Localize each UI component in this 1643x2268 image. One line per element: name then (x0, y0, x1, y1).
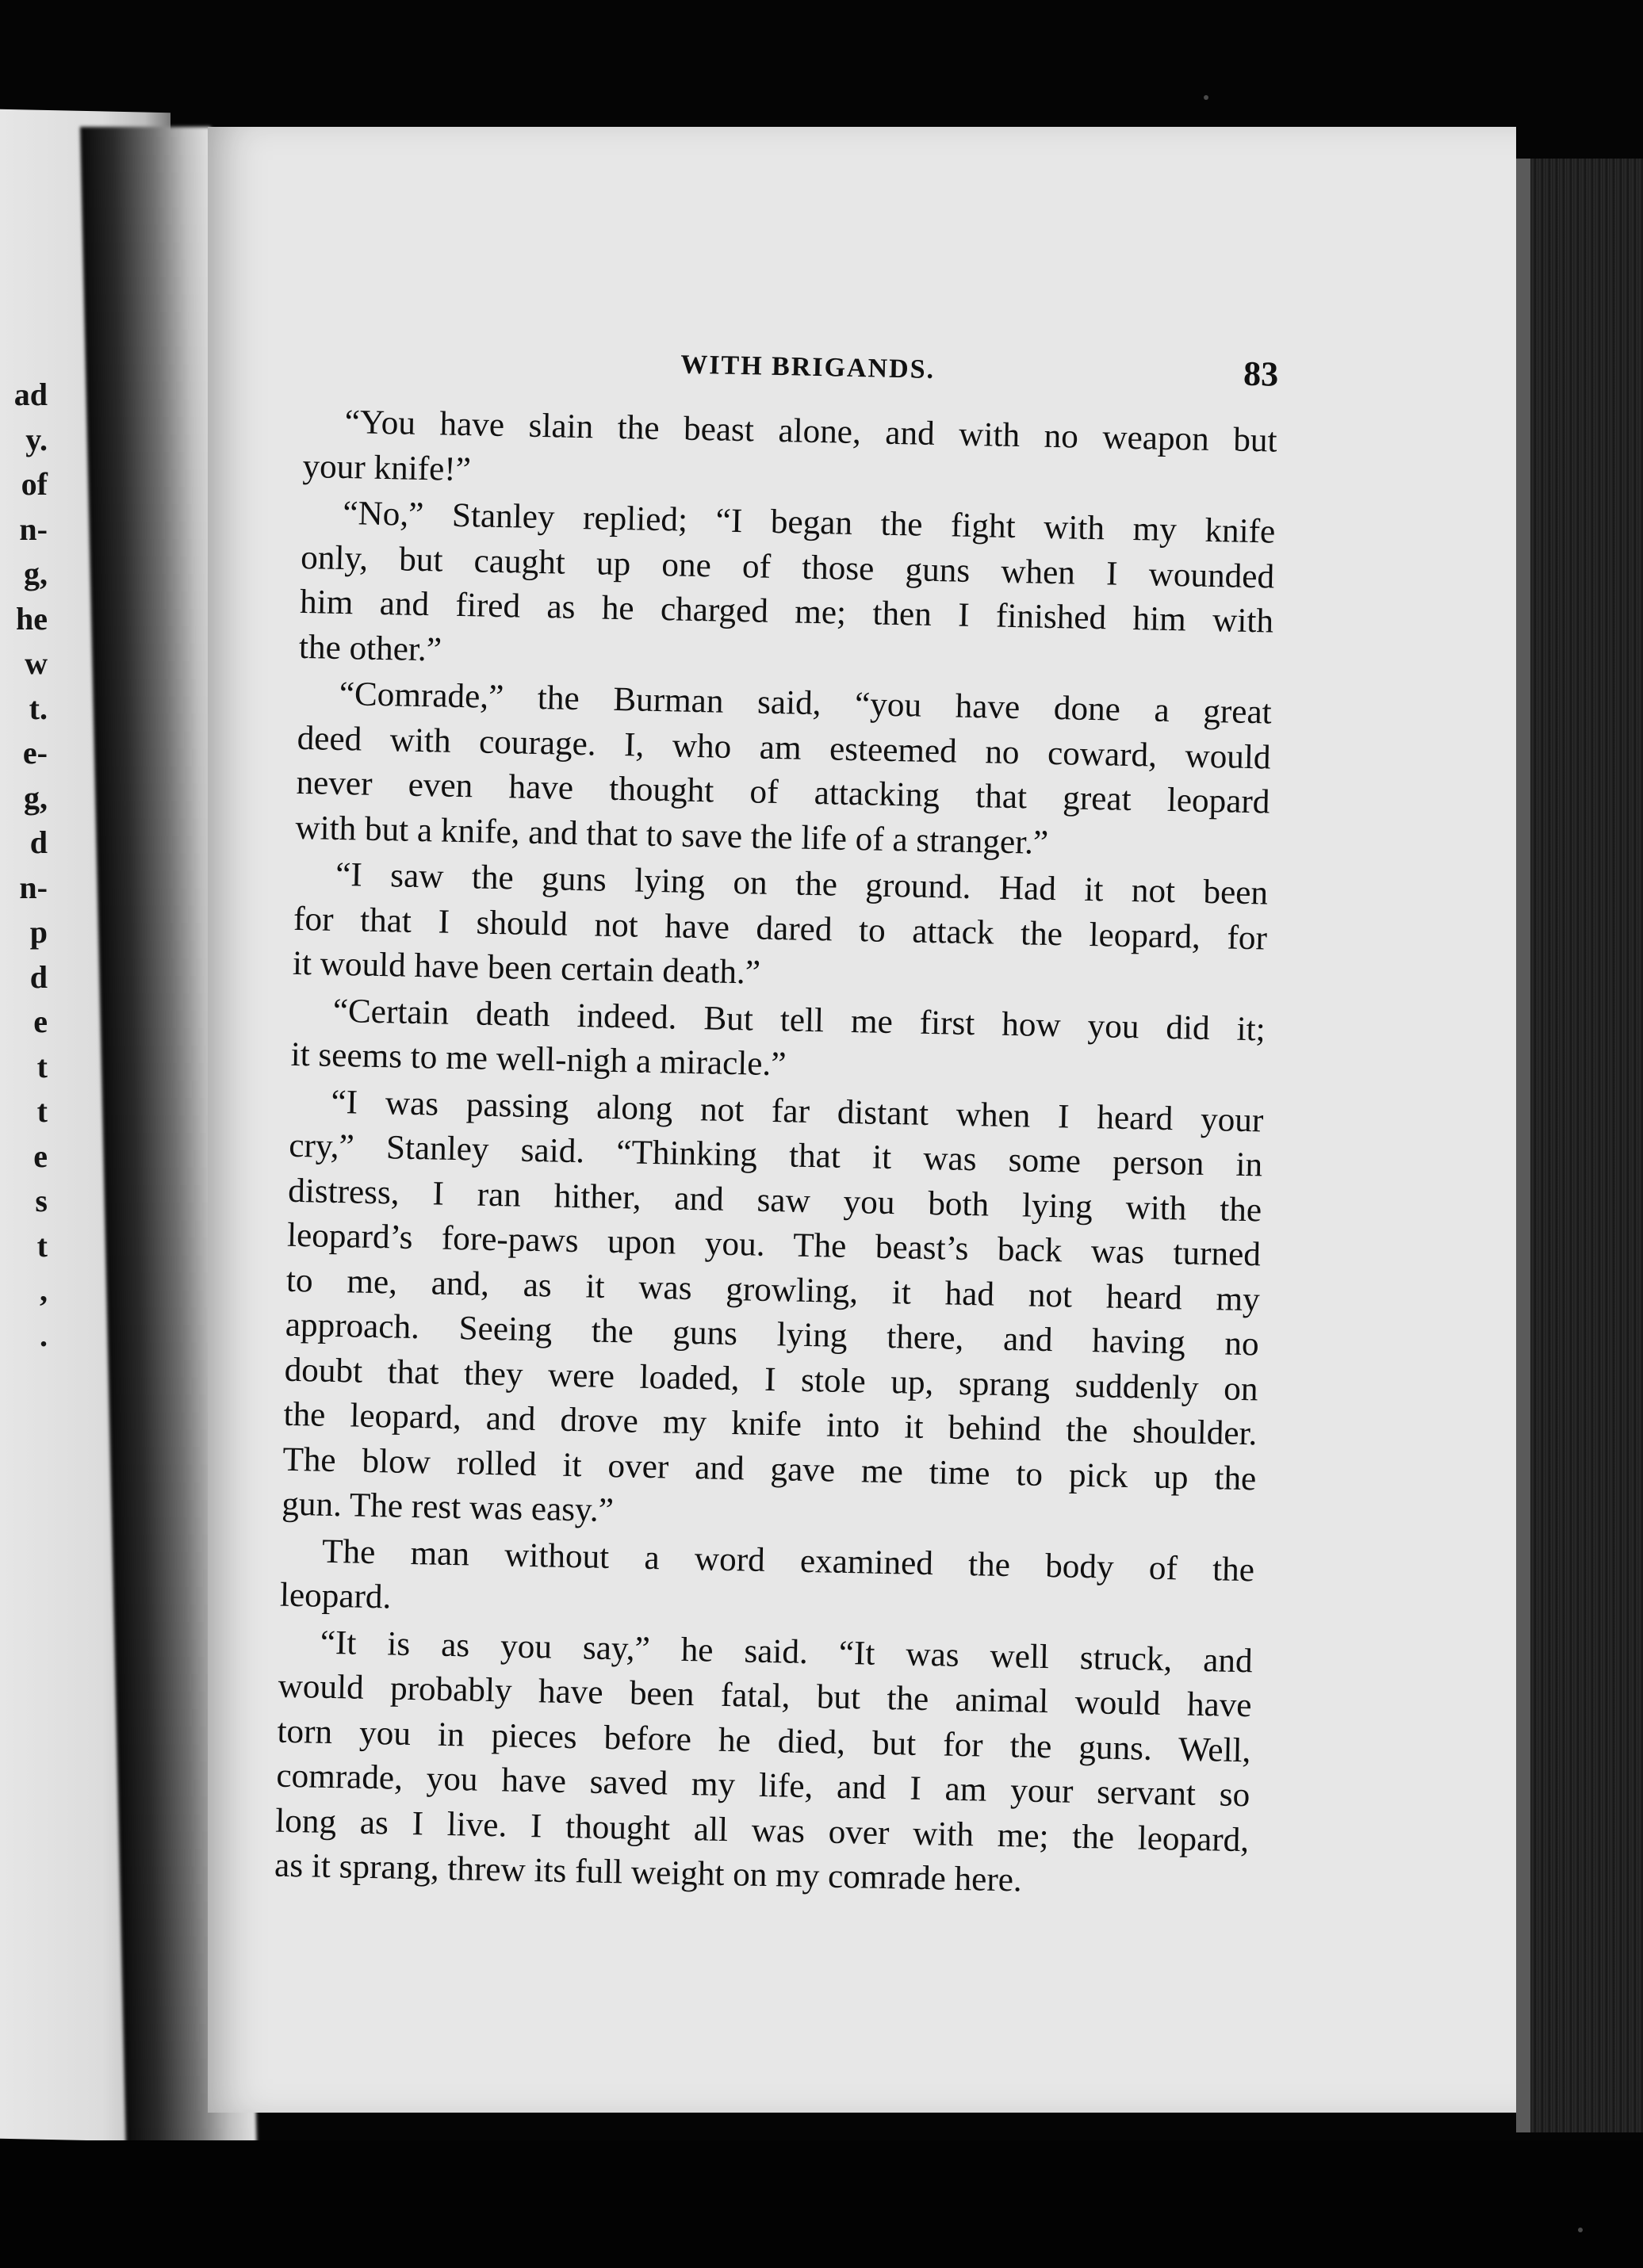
previous-page-fragment: p (29, 914, 48, 950)
text-line: with but a knife, and that to save the life of a stranger.” (295, 809, 1049, 862)
text-line: only, but caught up one of those guns when I wounded (300, 538, 1275, 596)
text-line: “It is as you say,” he said. “It was well struck, and (320, 1624, 1254, 1680)
paragraph (295, 671, 1272, 870)
previous-page-fragment: t. (29, 690, 48, 726)
text-line: to me, and, as it was growling, it had not heard my (285, 1261, 1261, 1318)
text-line: “Certain death indeed. But tell me first how you did it; (332, 992, 1266, 1048)
dust-speck (1204, 95, 1208, 100)
text-line: the leopard, and drove my knife into it behind the shoulder. (283, 1395, 1258, 1453)
previous-page-fragment: g, (24, 779, 48, 816)
running-head: WITH BRIGANDS. (680, 350, 936, 384)
text-line: the other.” (298, 628, 442, 669)
previous-page-fragment: e (33, 1138, 48, 1174)
text-line: “I was passing along not far distant when I heard your (331, 1083, 1264, 1139)
text-line: would probably have been fatal, but the animal would have (278, 1667, 1252, 1725)
text-line: “Comrade,” the Burman said, “you have done a great (339, 675, 1273, 732)
text-line: torn you in pieces before he died, but for the guns. Well, (277, 1712, 1251, 1769)
previous-page-fragment: y. (25, 421, 48, 457)
scan-background (0, 2140, 1643, 2268)
text-line: “You have slain the beast alone, and with no weapon but (344, 403, 1277, 460)
text-line: it seems to me well-nigh a miracle.” (290, 1035, 787, 1084)
paragraph (298, 491, 1275, 690)
paragraph (292, 852, 1268, 1006)
previous-page-fragment: e- (22, 735, 48, 771)
previous-page-fragment: e (33, 1004, 48, 1039)
page-text-block (274, 333, 1279, 1910)
previous-page-fragment: n- (19, 869, 48, 905)
body-text (274, 400, 1277, 1908)
previous-page-fragment: ad (13, 377, 48, 412)
text-line: The man without a word examined the body of the (321, 1532, 1255, 1589)
paragraph (281, 1079, 1264, 1547)
previous-page-fragment: d (29, 824, 48, 860)
previous-page-fragment: s (35, 1183, 48, 1218)
previous-page-fragment: t (36, 1048, 48, 1084)
text-line: gun. The rest was easy.” (281, 1485, 615, 1530)
dust-speck (1578, 2228, 1583, 2232)
previous-page-fragment: w (25, 645, 48, 681)
previous-page-fragment: he (16, 600, 48, 637)
text-line: The blow rolled it over and gave me time to pick up the (282, 1440, 1257, 1497)
text-line: it would have been certain death.” (292, 944, 761, 992)
text-line: leopard. (279, 1576, 392, 1616)
text-line: as it sprang, threw its full weight on my comrade here. (274, 1846, 1023, 1899)
text-line: deed with courage. I, who am esteemed no coward, would (297, 719, 1271, 777)
text-line: never even have thought of attacking that great leopard (296, 763, 1270, 821)
previous-page-fragment: d (29, 958, 48, 995)
text-line: doubt that they were loaded, I stole up, sprang suddenly on (284, 1351, 1258, 1408)
text-line: comrade, you have saved my life, and I am your servant so (275, 1757, 1250, 1815)
text-line: leopard’s fore-paws upon you. The beast’s back was turned (286, 1216, 1262, 1274)
text-line: cry,” Stanley said. “Thinking that it was some person in (288, 1126, 1263, 1184)
text-line: him and fired as he charged me; then I finished him with (299, 583, 1274, 641)
text-line: for that I should not have dared to attack the leopard, for (293, 900, 1268, 957)
previous-page-fragment: t (36, 1227, 48, 1264)
previous-page-fragment: g, (24, 556, 48, 591)
previous-page-text-fragments (0, 373, 48, 1358)
text-line: “No,” Stanley replied; “I began the fight with my knife (342, 495, 1276, 551)
page-block-edges (1516, 159, 1643, 2132)
text-line: distress, I ran hither, and saw you both lying with the (287, 1172, 1262, 1229)
text-line: “I saw the guns lying on the ground. Had it not been (335, 855, 1269, 912)
previous-page-fragment: of (21, 466, 48, 502)
text-line: approach. Seeing the guns lying there, and having no (285, 1306, 1260, 1363)
previous-page-fragment: n- (19, 511, 48, 547)
paragraph (279, 1528, 1254, 1638)
page-number: 83 (1243, 354, 1279, 394)
paragraph (290, 988, 1266, 1097)
previous-page-fragment: t (36, 1093, 48, 1129)
previous-page-fragment: . (40, 1317, 48, 1353)
text-line: long as I live. I thought all was over with me; the leopard, (274, 1802, 1250, 1859)
text-line: your knife!” (302, 447, 472, 488)
paragraph (274, 1620, 1254, 1908)
previous-page-fragment: , (40, 1272, 48, 1308)
